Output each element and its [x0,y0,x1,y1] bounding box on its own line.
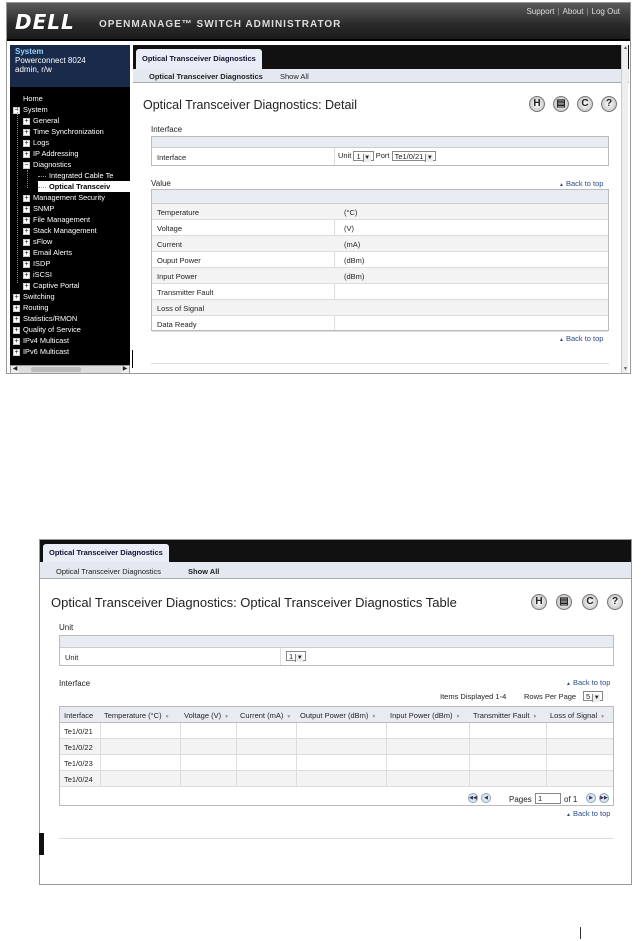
back-to-top-link[interactable]: ▲ Back to top [566,678,610,687]
navigation-panel [10,45,130,365]
next-page-icon[interactable]: ▶ [586,793,596,803]
nav-item-label: Management Security [33,193,105,202]
expand-icon[interactable]: + [14,304,19,312]
tab-bar [40,540,631,562]
nav-item-label: Time Synchronization [33,127,104,136]
prev-page-icon[interactable]: ◀ [481,793,491,803]
row-unit: (dBm) [344,272,365,281]
column-divider [386,723,387,787]
column-header[interactable]: Transmitter Fault ▼ [473,711,538,720]
row-unit: (V) [344,224,354,233]
page-footer-rule [580,927,581,939]
nav-item-label: Quality of Service [23,325,81,334]
row-label: Ouput Power [157,256,201,265]
nav-item-label: IP Addressing [33,149,79,158]
nav-item-label: General [33,116,60,125]
subtab-optical-transceiver-diagnostics[interactable]: Optical Transceiver Diagnostics [149,72,263,81]
tree-connector [38,187,46,188]
diagnostics-table [59,706,614,806]
scroll-up-icon[interactable]: ▲ [623,45,628,51]
nav-item[interactable] [23,236,52,247]
nav-item[interactable] [38,181,130,192]
port-select[interactable]: Te1/0/21 ▼ [392,151,437,161]
nav-item-label: Integrated Cable Te [49,171,114,180]
nav-item[interactable] [13,291,55,302]
back-to-top-link-bottom[interactable]: ▲ Back to top [566,809,610,818]
expand-icon[interactable]: + [24,227,29,235]
tree-guide-line [27,170,28,188]
nav-item-label: System [23,105,48,114]
tab-bar [133,45,629,69]
nav-item[interactable] [23,192,105,203]
nav-item[interactable] [13,346,69,357]
column-header[interactable]: Voltage (V) ▼ [184,711,230,720]
page-number-input[interactable]: 1 [535,793,561,804]
row-label: Loss of Signal [157,304,205,313]
expand-icon[interactable]: + [14,337,19,345]
collapse-icon[interactable]: − [14,106,19,114]
expand-icon[interactable]: + [24,260,29,268]
unit-port-selectors [338,151,436,161]
nav-item[interactable] [23,115,59,126]
page-of-label: of 1 [564,795,578,804]
expand-icon[interactable]: + [24,249,29,257]
row-unit: (mA) [344,240,361,249]
rows-per-page-select[interactable]: 5 ▼ [583,691,603,701]
sort-icon[interactable]: ▼ [286,714,292,720]
chevron-down-icon: ▼ [296,655,303,662]
table-row [152,252,608,268]
divider [151,363,609,364]
row-unit: (°C) [344,208,358,217]
unit-label: Unit [65,653,79,662]
nav-item-label: Optical Transceiv [49,182,111,191]
tree-guide-line [17,107,18,283]
unit-select[interactable]: 1 ▼ [286,651,306,661]
column-header[interactable]: Current (mA) ▼ [240,711,292,720]
table-row [152,236,608,252]
table-screenshot [39,539,632,885]
system-title: System [15,47,44,56]
nav-item-label: Switching [23,292,55,301]
nav-item[interactable] [23,280,79,291]
table-row [152,300,608,316]
expand-icon[interactable]: + [14,293,19,301]
interface-cell: Te1/0/21 [64,727,93,736]
nav-item[interactable] [13,104,48,115]
nav-item-label: Statistics/RMON [23,314,78,323]
logout-link[interactable]: Log Out [591,7,620,16]
table-row [152,316,608,332]
sort-icon[interactable]: ▼ [600,714,606,720]
tab-optical-transceiver-diagnostics[interactable]: Optical Transceiver Diagnostics [43,544,169,562]
interface-box [151,136,609,166]
nav-item-label: Home [23,94,43,103]
help-icon[interactable]: ? [607,594,623,610]
table-row [152,204,608,220]
nav-item[interactable] [23,258,50,269]
back-to-top-link[interactable]: ▲ Back to top [559,179,603,188]
sort-icon[interactable]: ▼ [224,714,230,720]
column-header[interactable]: Temperature (°C) ▼ [104,711,170,720]
interface-row [152,148,608,165]
nav-item[interactable] [23,148,78,159]
collapse-icon[interactable]: − [24,161,29,169]
nav-item-label: File Management [33,215,91,224]
row-label: Input Power [157,272,198,281]
subtab-show-all[interactable]: Show All [280,72,309,81]
column-divider [546,723,547,787]
nav-item[interactable] [38,170,113,181]
expand-icon[interactable]: + [14,348,19,356]
row-unit: (dBm) [344,256,365,265]
nav-item-label: Routing [23,303,49,312]
subtab-show-all[interactable]: Show All [188,567,220,576]
row-label: Transmitter Fault [157,288,214,297]
chevron-down-icon: ▼ [364,155,371,162]
help-icon[interactable]: ? [601,96,617,112]
detail-content [133,45,629,373]
subtab-optical-transceiver-diagnostics[interactable]: Optical Transceiver Diagnostics [56,567,162,576]
header-banner [7,3,630,41]
nav-item[interactable] [23,269,52,280]
nav-item-label: iSCSI [33,270,52,279]
expand-icon[interactable]: + [24,205,29,213]
rows-per-page-label: Rows Per Page [524,692,577,701]
nav-item[interactable] [13,302,48,313]
nav-item[interactable] [23,126,104,137]
refresh-icon[interactable]: C [582,594,598,610]
expand-icon[interactable]: + [14,326,19,334]
unit-label: Unit [338,151,352,160]
chevron-down-icon: ▼ [426,155,433,162]
expand-icon[interactable]: + [14,315,19,323]
expand-icon[interactable]: + [24,271,29,279]
back-to-top-link-bottom[interactable]: ▲ Back to top [559,334,603,343]
nav-item-label: ISDP [33,259,51,268]
nav-horizontal-scrollbar[interactable] [10,365,130,374]
nav-item[interactable] [23,137,49,148]
interface-cell: Te1/0/24 [64,775,93,784]
expand-icon[interactable]: + [24,194,29,202]
nav-item-label: Captive Portal [33,281,80,290]
row-label: Temperature [157,208,200,217]
interface-section-label: Interface [151,125,183,134]
unit-section-label: Unit [59,623,74,632]
chevron-down-icon: ▼ [593,695,600,701]
tab-optical-transceiver-diagnostics[interactable]: Optical Transceiver Diagnostics [136,49,262,69]
sort-icon[interactable]: ▼ [371,714,377,720]
expand-icon[interactable]: + [24,282,29,290]
column-divider [180,723,181,787]
column-header[interactable]: Output Power (dBm) ▼ [300,711,377,720]
nav-item-label: Logs [33,138,50,147]
nav-item-label: SNMP [33,204,55,213]
items-displayed: Items Displayed 1-4 [440,692,507,701]
column-divider [296,723,297,787]
row-label: Current [157,240,183,249]
nav-item-label: IPv4 Multicast [23,336,70,345]
expand-icon[interactable]: + [24,139,29,147]
page-title: Optical Transceiver Diagnostics: Optical Transceiver Diagnostics Table [51,595,457,610]
support-link[interactable]: Support [526,7,555,16]
panel-splitter[interactable] [39,833,44,855]
table-header [60,707,613,723]
table-row[interactable] [60,723,613,739]
detail-screenshot [6,2,631,374]
nav-item-label: Stack Management [33,226,97,235]
column-header[interactable]: Loss of Signal ▼ [550,711,606,720]
nav-item-label: IPv6 Multicast [23,347,70,356]
table-row[interactable] [60,771,613,787]
value-section-label: Value [151,179,171,188]
print-icon[interactable]: ▤ [553,96,569,112]
nav-item[interactable] [13,93,43,104]
table-row[interactable] [60,739,613,755]
table-row [152,284,608,300]
product-name: OPENMANAGE™ SWITCH ADMINISTRATOR [99,19,342,30]
nav-item-label: sFlow [33,237,53,246]
table-row [152,220,608,236]
print-icon[interactable]: ▤ [556,594,572,610]
table-row[interactable] [60,755,613,771]
nav-item[interactable] [23,247,72,258]
sort-icon[interactable]: ▼ [164,714,170,720]
nav-item[interactable] [23,203,54,214]
save-icon[interactable]: H [529,96,545,112]
nav-item[interactable] [13,335,69,346]
refresh-icon[interactable]: C [577,96,593,112]
unit-box [59,635,614,666]
subtab-bar [40,562,631,579]
expand-icon[interactable]: + [24,150,29,158]
row-label: Voltage [157,224,183,233]
sort-icon[interactable]: ▼ [455,714,461,720]
about-link[interactable]: About [562,7,584,16]
dell-logo: DELL [15,10,75,34]
scroll-right-icon[interactable]: ▶ [122,366,128,372]
nav-item[interactable] [13,324,81,335]
sort-icon[interactable]: ▼ [532,714,538,720]
interface-cell: Te1/0/22 [64,743,93,752]
nav-item[interactable] [23,159,71,170]
row-label: Data Ready [157,320,197,329]
page-title: Optical Transceiver Diagnostics: Detail [143,98,357,112]
nav-item[interactable] [23,214,90,225]
divider [59,838,614,839]
column-divider [100,723,101,787]
value-table [151,189,609,331]
expand-icon[interactable]: + [24,128,29,136]
system-user: admin, r/w [15,65,52,74]
column-divider [236,723,237,787]
subtab-bar [133,69,629,83]
tree-connector [38,176,46,177]
expand-icon[interactable]: + [24,117,29,125]
expand-icon[interactable]: + [24,238,29,246]
save-icon[interactable]: H [531,594,547,610]
table-row [152,268,608,284]
system-model: Powerconnect 8024 [15,56,86,65]
column-header[interactable]: Input Power (dBm) ▼ [390,711,461,720]
unit-select[interactable]: 1 ▼ [353,151,373,161]
header-links: Support | About | Log Out [526,7,620,16]
pages-label: Pages [509,795,532,804]
column-divider [469,723,470,787]
nav-item-label: Diagnostics [33,160,72,169]
first-page-icon[interactable]: ◀◀ [469,795,477,801]
unit-row [60,648,613,665]
nav-item[interactable] [23,225,97,236]
expand-icon[interactable]: + [24,216,29,224]
interface-cell: Te1/0/23 [64,759,93,768]
last-page-icon[interactable]: ▶▶ [600,795,608,801]
interface-section-label: Interface [59,679,91,688]
port-label: Port [375,151,390,160]
content-vertical-scrollbar[interactable] [621,45,628,373]
scroll-left-icon[interactable]: ◀ [12,366,18,372]
nav-item-label: Email Alerts [33,248,73,257]
column-header[interactable]: Interface [64,711,94,720]
nav-item[interactable] [13,313,77,324]
interface-label: Interface [157,153,187,162]
system-info [10,45,130,87]
scroll-thumb[interactable] [31,367,81,372]
scroll-down-icon[interactable]: ▼ [623,366,628,372]
